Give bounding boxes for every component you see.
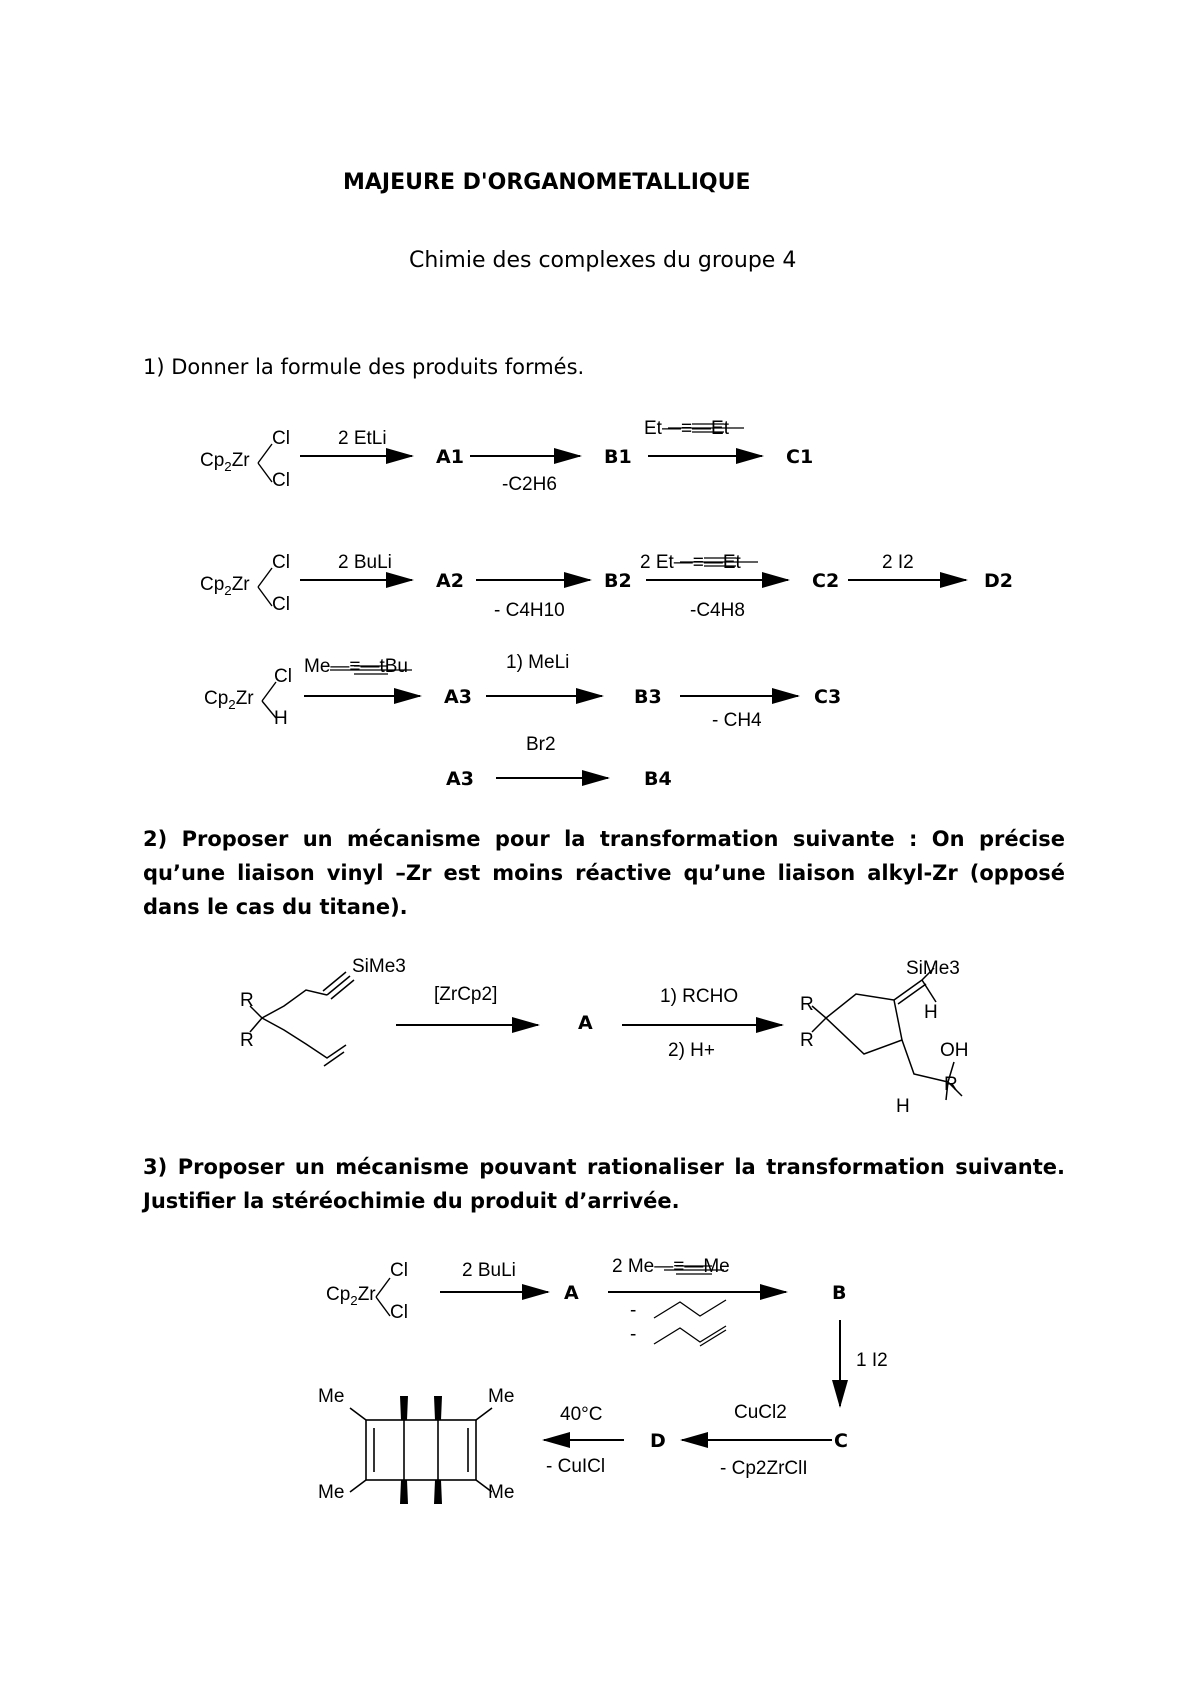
q1-row1-reagent-3-above: Et—≡—Et <box>644 418 729 439</box>
q1-row1-reagent-2-below: -C2H6 <box>502 474 557 495</box>
page-title: MAJEURE D'ORGANOMETALLIQUE <box>343 170 751 195</box>
q2-product-oh: OH <box>940 1040 969 1061</box>
q3-product-me-bottom-left: Me <box>318 1482 345 1503</box>
q2-product-r-bottom: R <box>800 1030 814 1051</box>
q2-product-structure <box>812 968 962 1100</box>
question-2-text: 2) Proposer un mécanisme pour la transformation suivante : On précise qu’une liaison vinyl –Zr est moins réactive qu’une liaison alkyl-Zr (opposé dans le cas du titane). <box>143 827 1065 919</box>
q3-intermediate-d: D <box>650 1430 666 1452</box>
q1-row2-product-c2: C2 <box>812 570 840 592</box>
q1-row3-start-cp2zr: $Cp_2Zr$ <box>204 688 254 712</box>
q3-product-me-top-right: Me <box>488 1386 515 1407</box>
q1-row2-start-cp2zr: $Cp_2Zr$ <box>200 574 250 598</box>
q1-row1-start-cl-bottom: Cl <box>272 470 290 491</box>
q3-side-dash-1: - <box>630 1300 637 1321</box>
q2-reagent-h-plus: 2) H+ <box>668 1040 715 1061</box>
q1-row3-product-a3: A3 <box>444 686 472 708</box>
q3-reagent-5-above: 40°C <box>560 1404 603 1425</box>
q2-substrate-r-top: R <box>240 990 254 1011</box>
q1-row2-reagent-3-below: -C4H8 <box>690 600 745 621</box>
q2-substrate-sime3: SiMe3 <box>352 956 406 977</box>
q1-row1-product-b1: B1 <box>604 446 632 468</box>
q2-product-sime3: SiMe3 <box>906 958 960 979</box>
q3-reagent-4-above: CuCl2 <box>734 1402 787 1423</box>
q3-start-cl-bottom: Cl <box>390 1302 408 1323</box>
q1-row2-product-d2: D2 <box>984 570 1013 592</box>
q3-start-cl-top: Cl <box>390 1260 408 1281</box>
q3-side-dash-2: - <box>630 1324 637 1345</box>
question-1-text: 1) Donner la formule des produits formés. <box>143 355 585 379</box>
q1-row3-reagent-2-above: 1) MeLi <box>506 652 570 673</box>
q1-row2-reagent-1: 2 BuLi <box>338 552 392 573</box>
q1-row2-reagent-3-above: 2 Et—≡—Et <box>640 552 741 573</box>
q1-row4-reagent-1: Br2 <box>526 734 556 755</box>
q1-row1-start-cl-top: Cl <box>272 428 290 449</box>
q1-row3-reagent-1: Me—≡—tBu <box>304 656 408 677</box>
q3-reagent-3: 1 I2 <box>856 1350 888 1371</box>
q2-product-r-side: R <box>944 1074 958 1095</box>
q1-row2-product-a2: A2 <box>436 570 464 592</box>
q3-stereo-wedges <box>400 1396 442 1504</box>
q3-intermediate-a: A <box>564 1282 579 1304</box>
q3-reagent-2: 2 Me—≡—Me <box>612 1256 730 1277</box>
q1-row1-reagent-1: 2 EtLi <box>338 428 387 449</box>
q1-row3-start-h: H <box>274 708 288 729</box>
q3-intermediate-c: C <box>834 1430 848 1452</box>
q1-row2-start-cl-top: Cl <box>272 552 290 573</box>
q2-intermediate-a: A <box>578 1012 593 1034</box>
q2-substrate-r-bottom: R <box>240 1030 254 1051</box>
q3-intermediate-b: B <box>832 1282 847 1304</box>
q1-row3-reagent-3-below: - CH4 <box>712 710 762 731</box>
q3-reagent-1: 2 BuLi <box>462 1260 516 1281</box>
page-subtitle: Chimie des complexes du groupe 4 <box>409 248 797 273</box>
q1-row3-start-cl: Cl <box>274 666 292 687</box>
q3-product-structure <box>350 1408 492 1492</box>
question-3-text: 3) Proposer un mécanisme pouvant rationaliser la transformation suivante. Justifier la stéréochimie du produit d’arrivée. <box>143 1155 1065 1213</box>
q1-row4-product-b4: B4 <box>644 768 672 790</box>
q1-row1-product-a1: A1 <box>436 446 464 468</box>
q1-row2-product-b2: B2 <box>604 570 632 592</box>
alkyne-lines <box>330 424 758 674</box>
q1-row3-product-b3: B3 <box>634 686 662 708</box>
q1-row1-start-cp2zr: $Cp_2Zr$ <box>200 450 250 474</box>
q1-row3-product-c3: C3 <box>814 686 842 708</box>
q3-alkyne-and-butadiene <box>654 1266 726 1346</box>
q2-product-h-bottom: H <box>896 1096 910 1117</box>
q3-start-cp2zr: $Cp_2Zr$ <box>326 1284 376 1308</box>
q1-row2-reagent-4-above: 2 I2 <box>882 552 914 573</box>
q2-reagent-zrcp2: [ZrCp2] <box>434 984 498 1005</box>
q2-substrate-structure <box>250 972 354 1066</box>
q1-row1-product-c1: C1 <box>786 446 814 468</box>
q1-row2-reagent-2-below: - C4H10 <box>494 600 565 621</box>
q3-reagent-5-below: - CuICl <box>546 1456 606 1477</box>
q2-product-h-vinyl: H <box>924 1002 938 1023</box>
q1-row4-start-a3: A3 <box>446 768 474 790</box>
q3-reagent-4-below: - Cp2ZrClI <box>720 1458 808 1479</box>
q2-product-r-top: R <box>800 994 814 1015</box>
q3-product-me-top-left: Me <box>318 1386 345 1407</box>
q1-row2-start-cl-bottom: Cl <box>272 594 290 615</box>
q3-product-me-bottom-right: Me <box>488 1482 515 1503</box>
q2-reagent-rcho: 1) RCHO <box>660 986 739 1007</box>
